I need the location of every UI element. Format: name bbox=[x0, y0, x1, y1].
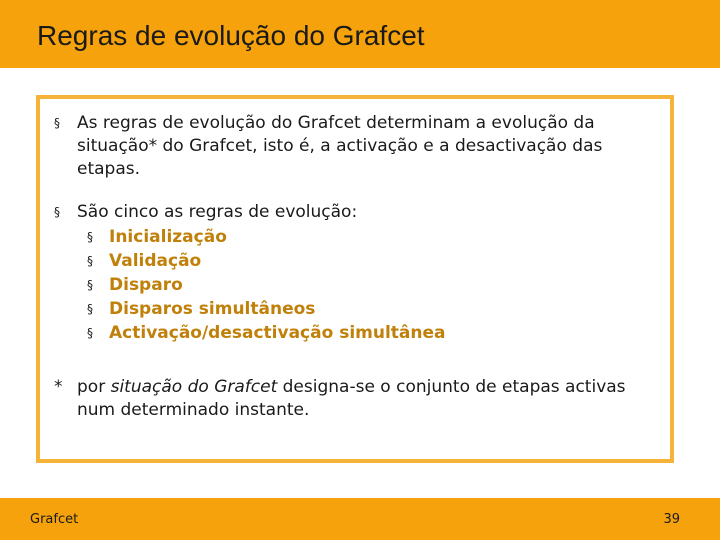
square-bullet-icon: § bbox=[87, 254, 93, 268]
page-number: 39 bbox=[663, 512, 680, 527]
paragraph-1-text: As regras de evolução do Grafcet determinam a evolução da situação* do Grafcet, isto é, a activação e a desactivação das etapas. bbox=[77, 113, 603, 179]
footnote-text bbox=[77, 376, 657, 422]
rule-label: Activação/desactivação simultânea bbox=[109, 323, 446, 343]
footer-bar bbox=[0, 498, 720, 540]
footnote-marker: * bbox=[54, 377, 63, 397]
footnote-prefix: por bbox=[77, 377, 111, 397]
rule-item bbox=[87, 249, 507, 273]
slide-title: Regras de evolução do Grafcet bbox=[37, 20, 425, 51]
footnote-suffix: designa-se o conjunto de etapas activas num determinado instante. bbox=[77, 377, 626, 420]
square-bullet-icon: § bbox=[54, 116, 60, 130]
footer-label: Grafcet bbox=[30, 512, 79, 527]
square-bullet-icon: § bbox=[87, 326, 93, 340]
rule-label: Disparo bbox=[109, 275, 183, 295]
rule-item bbox=[87, 273, 507, 297]
rule-label: Validação bbox=[109, 251, 202, 271]
square-bullet-icon: § bbox=[87, 302, 93, 316]
rule-item bbox=[87, 321, 507, 345]
rule-item bbox=[87, 297, 507, 321]
rule-label: Inicialização bbox=[109, 227, 227, 247]
square-bullet-icon: § bbox=[54, 205, 60, 219]
square-bullet-icon: § bbox=[87, 278, 93, 292]
paragraph-2-text: São cinco as regras de evolução: bbox=[77, 202, 358, 222]
title-bar bbox=[0, 0, 720, 68]
rule-label: Disparos simultâneos bbox=[109, 299, 316, 319]
rules-list bbox=[87, 225, 507, 345]
rule-item bbox=[87, 225, 507, 249]
footnote-emphasis: situação do Grafcet bbox=[110, 377, 278, 397]
square-bullet-icon: § bbox=[87, 230, 93, 244]
